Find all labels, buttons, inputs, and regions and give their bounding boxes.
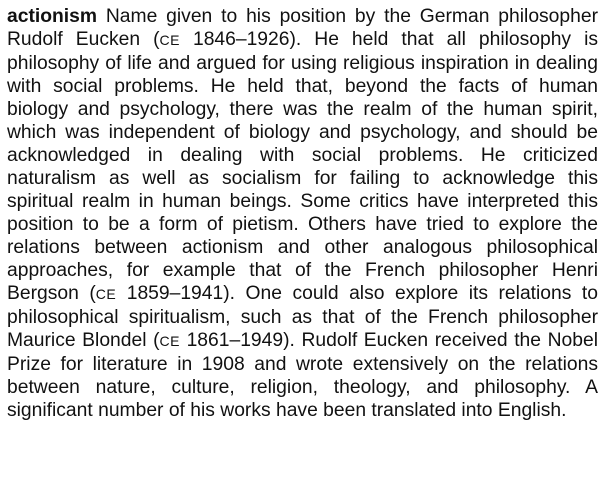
entry-text-part-2: 1846–1926). He held that all philosophy is philosophy of life and argued for using religious inspiration in dealing with social problems. He held that, beyond the facts of human biology and psychology, there was the realm of the human spirit, which was independent of biology and psychology, and should be acknowledged in dealing with social problems. He criticized naturalism as well as socialism for failing to acknowledge this spiritual realm in human beings. Some critics have interpreted this position to be a form of pietism. Others have tried to explore the relations between actionism and other analogous philosophical approaches, for example that of the French philosopher Henri Bergson ( <box>7 29 598 304</box>
era-marker: CE <box>95 286 117 302</box>
entry-text-part-1: Name given to his position by the German philosopher Rudolf Eucken ( <box>7 6 598 50</box>
entry-text-part-4: 1861–1949). Rudolf Eucken received the Nobel Prize for literature in 1908 and wrote extensively on the relations between nature, culture, religion, theology, and philosophy. A significant number of his works have been translated into English. <box>7 330 598 421</box>
era-marker: CE <box>159 333 180 349</box>
entry-text-part-3: 1859–1941). One could also explore its relations to philosophical spiritualism, such as that of the French philosopher Maurice Blondel ( <box>7 283 598 351</box>
era-marker: CE <box>159 32 180 48</box>
entry-term: actionism <box>7 6 98 27</box>
